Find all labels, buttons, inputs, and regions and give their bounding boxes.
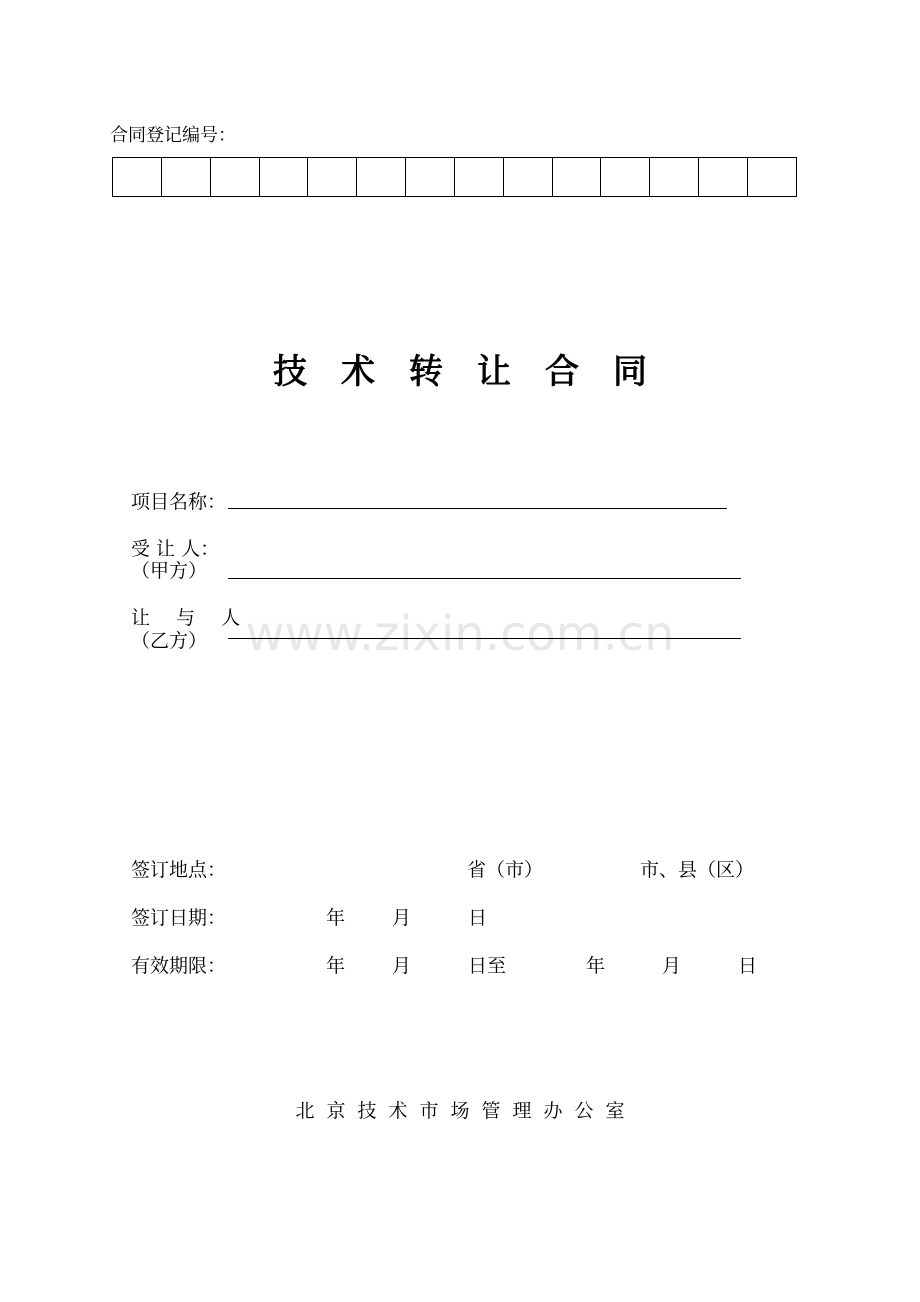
signing-year-label: 年 <box>326 907 346 929</box>
assignor-line[interactable] <box>228 638 741 639</box>
registration-digit-box[interactable] <box>357 158 406 197</box>
registration-digit-box[interactable] <box>113 158 162 197</box>
signing-place-label: 签订地点： <box>131 859 227 881</box>
registration-digit-box[interactable] <box>161 158 210 197</box>
assignee-label: 受 让 人： <box>131 538 220 560</box>
province-label: 省（市） <box>467 859 544 881</box>
registration-digit-box[interactable] <box>210 158 259 197</box>
validity-end-year-label: 年 <box>586 955 606 977</box>
registration-digit-box[interactable] <box>601 158 650 197</box>
validity-start-day-label: 日至 <box>468 955 507 977</box>
document-title: 技术转让合同 <box>273 352 681 392</box>
validity-end-day-label: 日 <box>738 955 758 977</box>
assignor-party-label: （乙方） <box>131 630 208 652</box>
registration-digit-box[interactable] <box>747 158 796 197</box>
assignor-label: 让 与 人 <box>131 607 251 629</box>
registration-digit-box[interactable] <box>650 158 699 197</box>
validity-start-month-label: 月 <box>392 955 412 977</box>
signing-month-label: 月 <box>392 907 412 929</box>
validity-end-month-label: 月 <box>662 955 682 977</box>
registration-digit-box[interactable] <box>552 158 601 197</box>
project-name-line[interactable] <box>228 508 727 509</box>
registration-number-label: 合同登记编号： <box>110 125 236 146</box>
city-county-label: 市、县（区） <box>640 859 755 881</box>
registration-digit-box[interactable] <box>454 158 503 197</box>
assignee-party-label: （甲方） <box>131 560 208 582</box>
registration-number-boxes <box>112 157 797 197</box>
assignee-line[interactable] <box>228 578 741 579</box>
signing-date-label: 签订日期： <box>131 907 227 929</box>
registration-digit-box[interactable] <box>259 158 308 197</box>
issuing-office: 北京技术市场管理办公室 <box>295 1100 637 1122</box>
project-name-label: 项目名称： <box>131 491 227 513</box>
validity-start-year-label: 年 <box>326 955 346 977</box>
registration-digit-box[interactable] <box>308 158 357 197</box>
registration-digit-box[interactable] <box>406 158 455 197</box>
registration-digit-box[interactable] <box>503 158 552 197</box>
watermark: www.zixin.com.cn <box>245 606 675 662</box>
validity-period-label: 有效期限： <box>131 955 227 977</box>
registration-digit-box[interactable] <box>699 158 748 197</box>
signing-day-label: 日 <box>468 907 488 929</box>
